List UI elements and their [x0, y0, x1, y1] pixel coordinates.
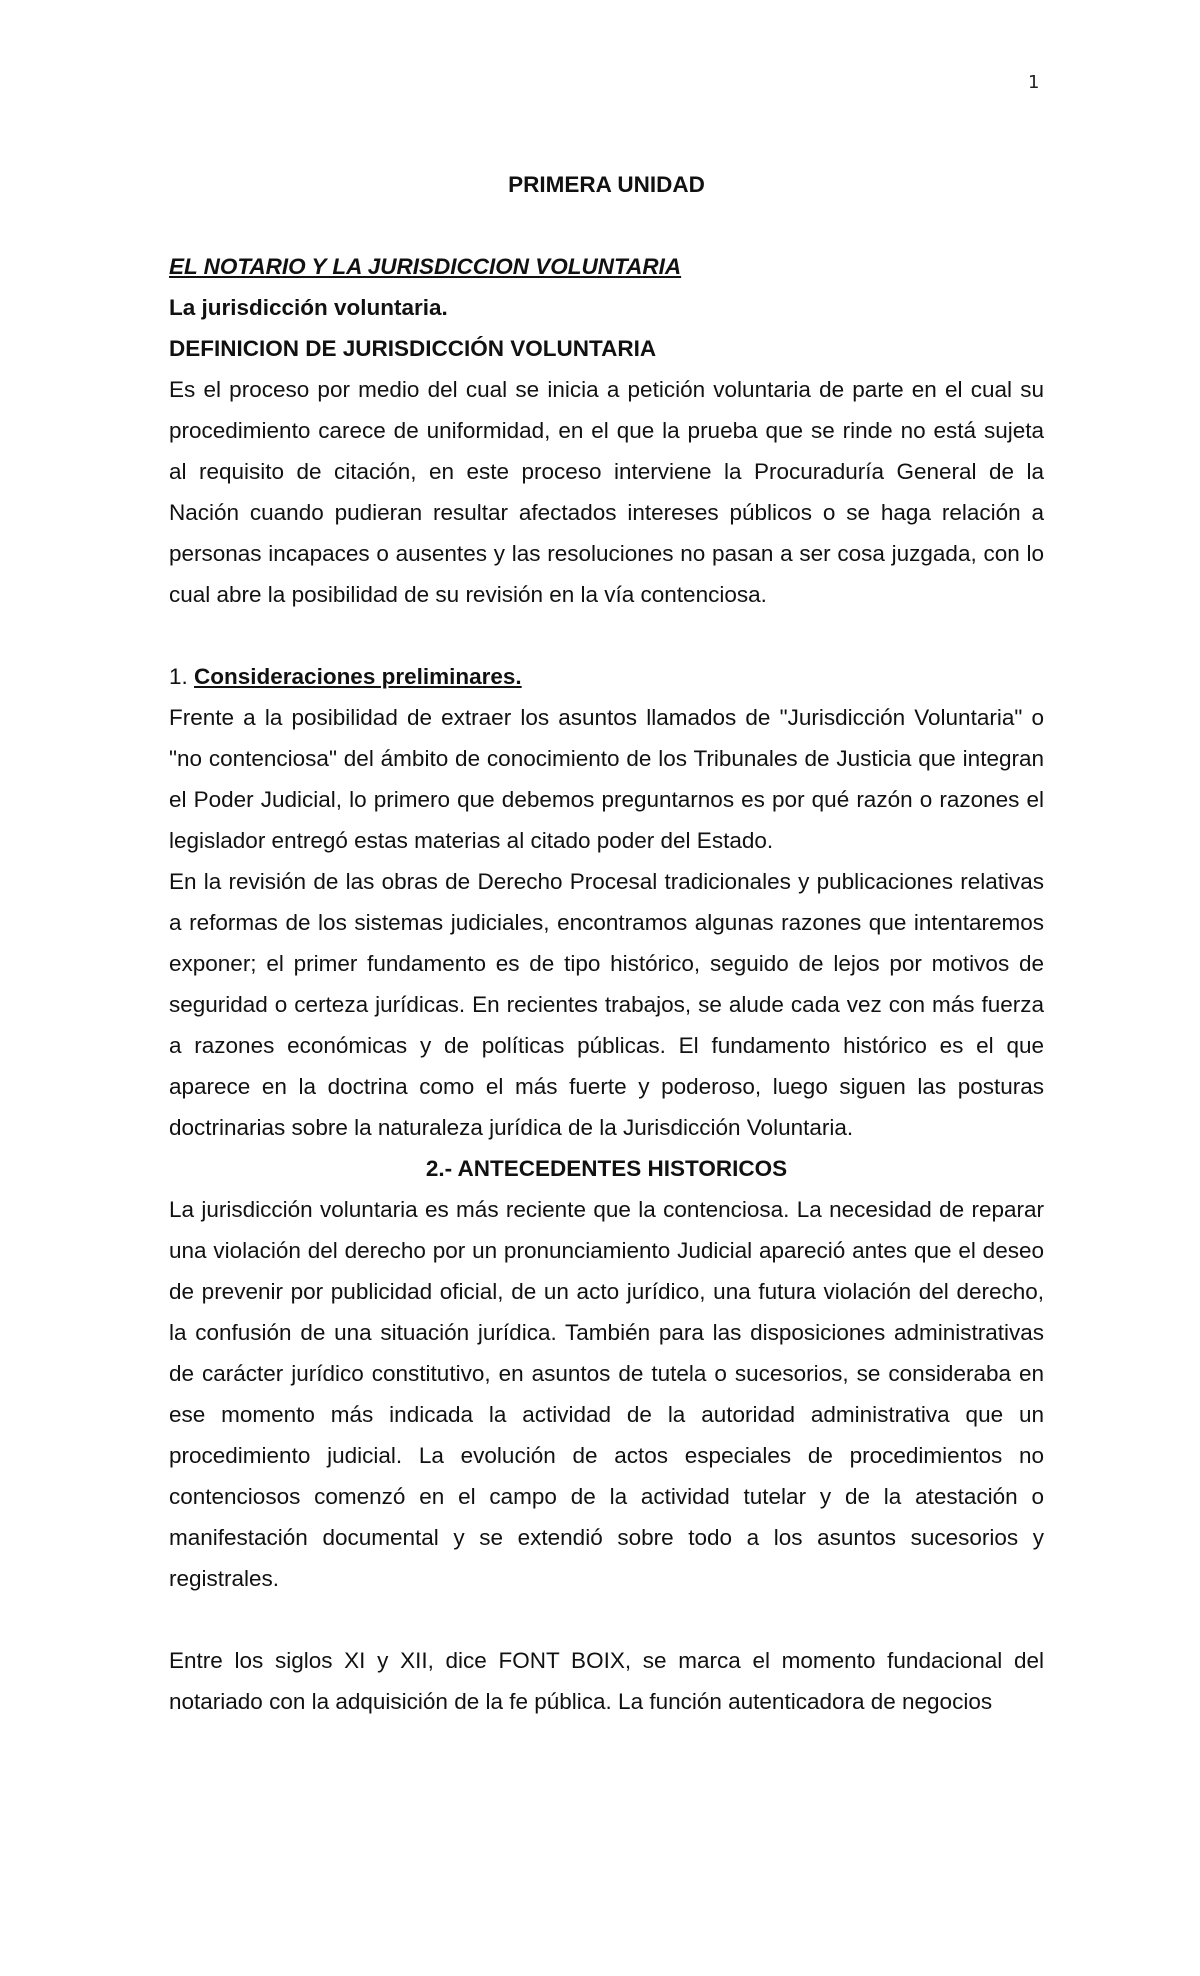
- section1-number: 1.: [169, 664, 195, 689]
- section1-paragraph-2: En la revisión de las obras de Derecho Procesal tradicionales y publicaciones relativas a reformas de los sistemas judiciales, encontramos algunas razones que intentaremos exponer; el primer fundamento es de tipo histórico, seguido de lejos por motivos de seguridad o certeza jurídicas. En recientes trabajos, se alude cada vez con más fuerza a razones económicas y de políticas públicas. El fundamento histórico es el que aparece en la doctrina como el más fuerte y poderoso, luego siguen las posturas doctrinarias sobre la naturaleza jurídica de la Jurisdicción Voluntaria.: [169, 869, 1044, 1140]
- section2-heading: 2.- ANTECEDENTES HISTORICOS: [425, 1156, 788, 1181]
- spacer: [169, 1599, 1044, 1640]
- section-title: EL NOTARIO Y LA JURISDICCION VOLUNTARIA: [169, 254, 682, 279]
- section2-paragraph-1: La jurisdicción voluntaria es más reciente que la contenciosa. La necesidad de reparar una violación del derecho por un pronunciamiento Judicial apareció antes que el deseo de prevenir por publicidad oficial, de un acto jurídico, una futura violación del derecho, la confusión de una situación jurídica. También para las disposiciones administrativas de carácter jurídico constitutivo, en asuntos de tutela o sucesorios, se consideraba en ese momento más indicada la actividad de la autoridad administrativa que un procedimiento judicial. La evolución de actos especiales de procedimientos no contenciosos comenzó en el campo de la actividad tutelar y de la atestación o manifestación documental y se extendió sobre todo a los asuntos sucesorios y registrales.: [169, 1197, 1044, 1591]
- spacer: [169, 615, 1044, 656]
- section1-title: Consideraciones preliminares.: [194, 664, 522, 689]
- page-number: 1: [1028, 72, 1040, 93]
- section1-paragraph-1: Frente a la posibilidad de extraer los asuntos llamados de "Jurisdicción Voluntaria" o "no contenciosa" del ámbito de conocimiento de los Tribunales de Justicia que integran el Poder Judicial, lo primero que debemos preguntarnos es por qué razón o razones el legislador entregó estas materias al citado poder del Estado.: [169, 705, 1044, 853]
- definition-heading: DEFINICION DE JURISDICCIÓN VOLUNTARIA: [169, 336, 657, 361]
- definition-paragraph: Es el proceso por medio del cual se inicia a petición voluntaria de parte en el cual su procedimiento carece de uniformidad, en el que la prueba que se rinde no está sujeta al requisito de citación, en este proceso interviene la Procuraduría General de la Nación cuando pudieran resultar afectados intereses públicos o se haga relación a personas incapaces o ausentes y las resoluciones no pasan a ser cosa juzgada, con lo cual abre la posibilidad de su revisión en la vía contenciosa.: [169, 377, 1044, 607]
- page-content: [169, 164, 1044, 1722]
- subtitle: La jurisdicción voluntaria.: [169, 295, 448, 320]
- section2-paragraph-2: Entre los siglos XI y XII, dice FONT BOIX, se marca el momento fundacional del notariado con la adquisición de la fe pública. La función autenticadora de negocios: [169, 1648, 1044, 1714]
- section1-heading: [169, 656, 1044, 697]
- unit-title: PRIMERA UNIDAD: [508, 172, 705, 197]
